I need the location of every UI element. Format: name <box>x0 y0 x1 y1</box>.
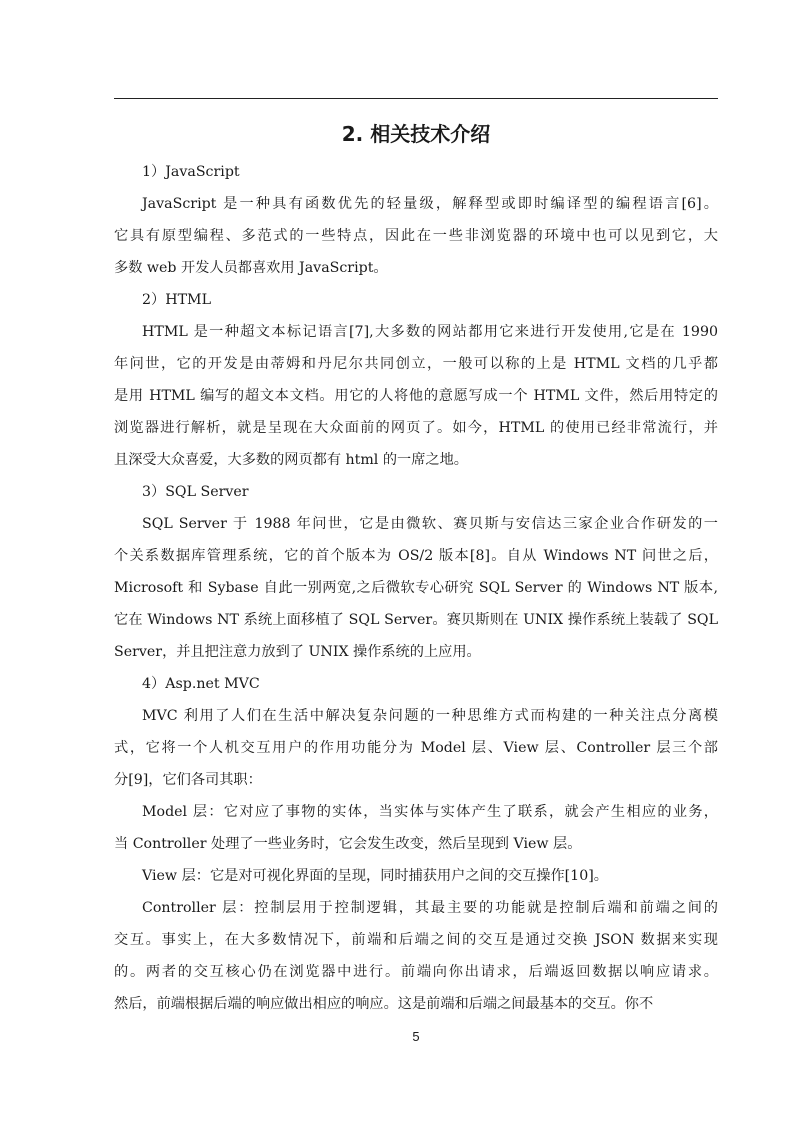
text-line: Server，并且把注意力放到了 UNIX 操作系统的上应用。 <box>114 644 481 660</box>
body-paragraph <box>114 508 718 668</box>
text-line: JavaScript 是一种具有函数优先的轻量级，解释型或即时编译型的编程语言[6]。 <box>142 196 718 212</box>
text-line: SQL Server 于 1988 年问世，它是由微软、赛贝斯与安信达三家企业合作研发的一 <box>142 516 718 532</box>
text-line: 浏览器进行解析，就是呈现在大众面前的网页了。如今，HTML 的使用已经非常流行，并 <box>114 420 718 436</box>
body-paragraph <box>114 860 718 892</box>
text-line: 交互。事实上，在大多数情况下，前端和后端之间的交互是通过交换 JSON 数据来实现 <box>114 932 718 948</box>
body-paragraph <box>114 700 718 796</box>
text-line: Controller 层：控制层用于控制逻辑，其最主要的功能就是控制后端和前端之间的 <box>142 900 718 916</box>
page-number: 5 <box>412 1029 420 1044</box>
section-title: 2. 相关技术介绍 <box>341 122 491 146</box>
body-paragraph <box>114 796 718 860</box>
text-line: HTML 是一种超文本标记语言[7],大多数的网站都用它来进行开发使用,它是在 1990 <box>142 324 718 340</box>
header-rule <box>114 98 718 99</box>
body-paragraph <box>114 892 718 1020</box>
text-line: Microsoft 和 Sybase 自此一别两宽,之后微软专心研究 SQL Server 的 Windows NT 版本, <box>114 580 718 596</box>
text-line: 2）HTML <box>142 292 211 308</box>
text-line: 是用 HTML 编写的超文本文档。用它的人将他的意愿写成一个 HTML 文件，然后用特定的 <box>114 388 718 404</box>
text-line: 它具有原型编程、多范式的一些特点，因此在一些非浏览器的环境中也可以见到它，大 <box>114 228 718 244</box>
text-line: Model 层：它对应了事物的实体，当实体与实体产生了联系，就会产生相应的业务， <box>142 804 718 820</box>
text-line: 4）Asp.net MVC <box>142 676 260 692</box>
subsection-heading <box>114 476 718 508</box>
text-line: 分[9]，它们各司其职： <box>114 772 262 788</box>
subsection-heading <box>114 156 718 188</box>
text-line: 的。两者的交互核心仍在浏览器中进行。前端向你出请求，后端返回数据以响应请求。 <box>114 964 718 980</box>
text-line: MVC 利用了人们在生活中解决复杂问题的一种思维方式而构建的一种关注点分离模 <box>142 708 718 724</box>
body-paragraph <box>114 188 718 284</box>
text-line: 多数 web 开发人员都喜欢用 JavaScript。 <box>114 260 388 276</box>
body-paragraph <box>114 316 718 476</box>
subsection-heading <box>114 668 718 700</box>
document-body <box>114 156 718 1020</box>
text-line: 年问世，它的开发是由蒂姆和丹尼尔共同创立，一般可以称的上是 HTML 文档的几乎都 <box>114 356 718 372</box>
text-line: 它在 Windows NT 系统上面移植了 SQL Server。赛贝斯则在 UNIX 操作系统上装载了 SQL <box>114 612 718 628</box>
text-line: 式，它将一个人机交互用户的作用功能分为 Model 层、View 层、Controller 层三个部 <box>114 740 718 756</box>
text-line: 3）SQL Server <box>142 484 249 500</box>
text-line: 当 Controller 处理了一些业务时，它会发生改变，然后呈现到 View 层。 <box>114 836 582 852</box>
text-line: 然后，前端根据后端的响应做出相应的响应。这是前端和后端之间最基本的交互。你不 <box>114 996 654 1012</box>
text-line: 个关系数据库管理系统，它的首个版本为 OS/2 版本[8]。自从 Windows NT 问世之后， <box>114 548 718 564</box>
text-line: 且深受大众喜爱，大多数的网页都有 html 的一席之地。 <box>114 452 468 468</box>
text-line: 1）JavaScript <box>142 164 240 180</box>
subsection-heading <box>114 284 718 316</box>
text-line: View 层：它是对可视化界面的呈现，同时捕获用户之间的交互操作[10]。 <box>142 868 608 884</box>
